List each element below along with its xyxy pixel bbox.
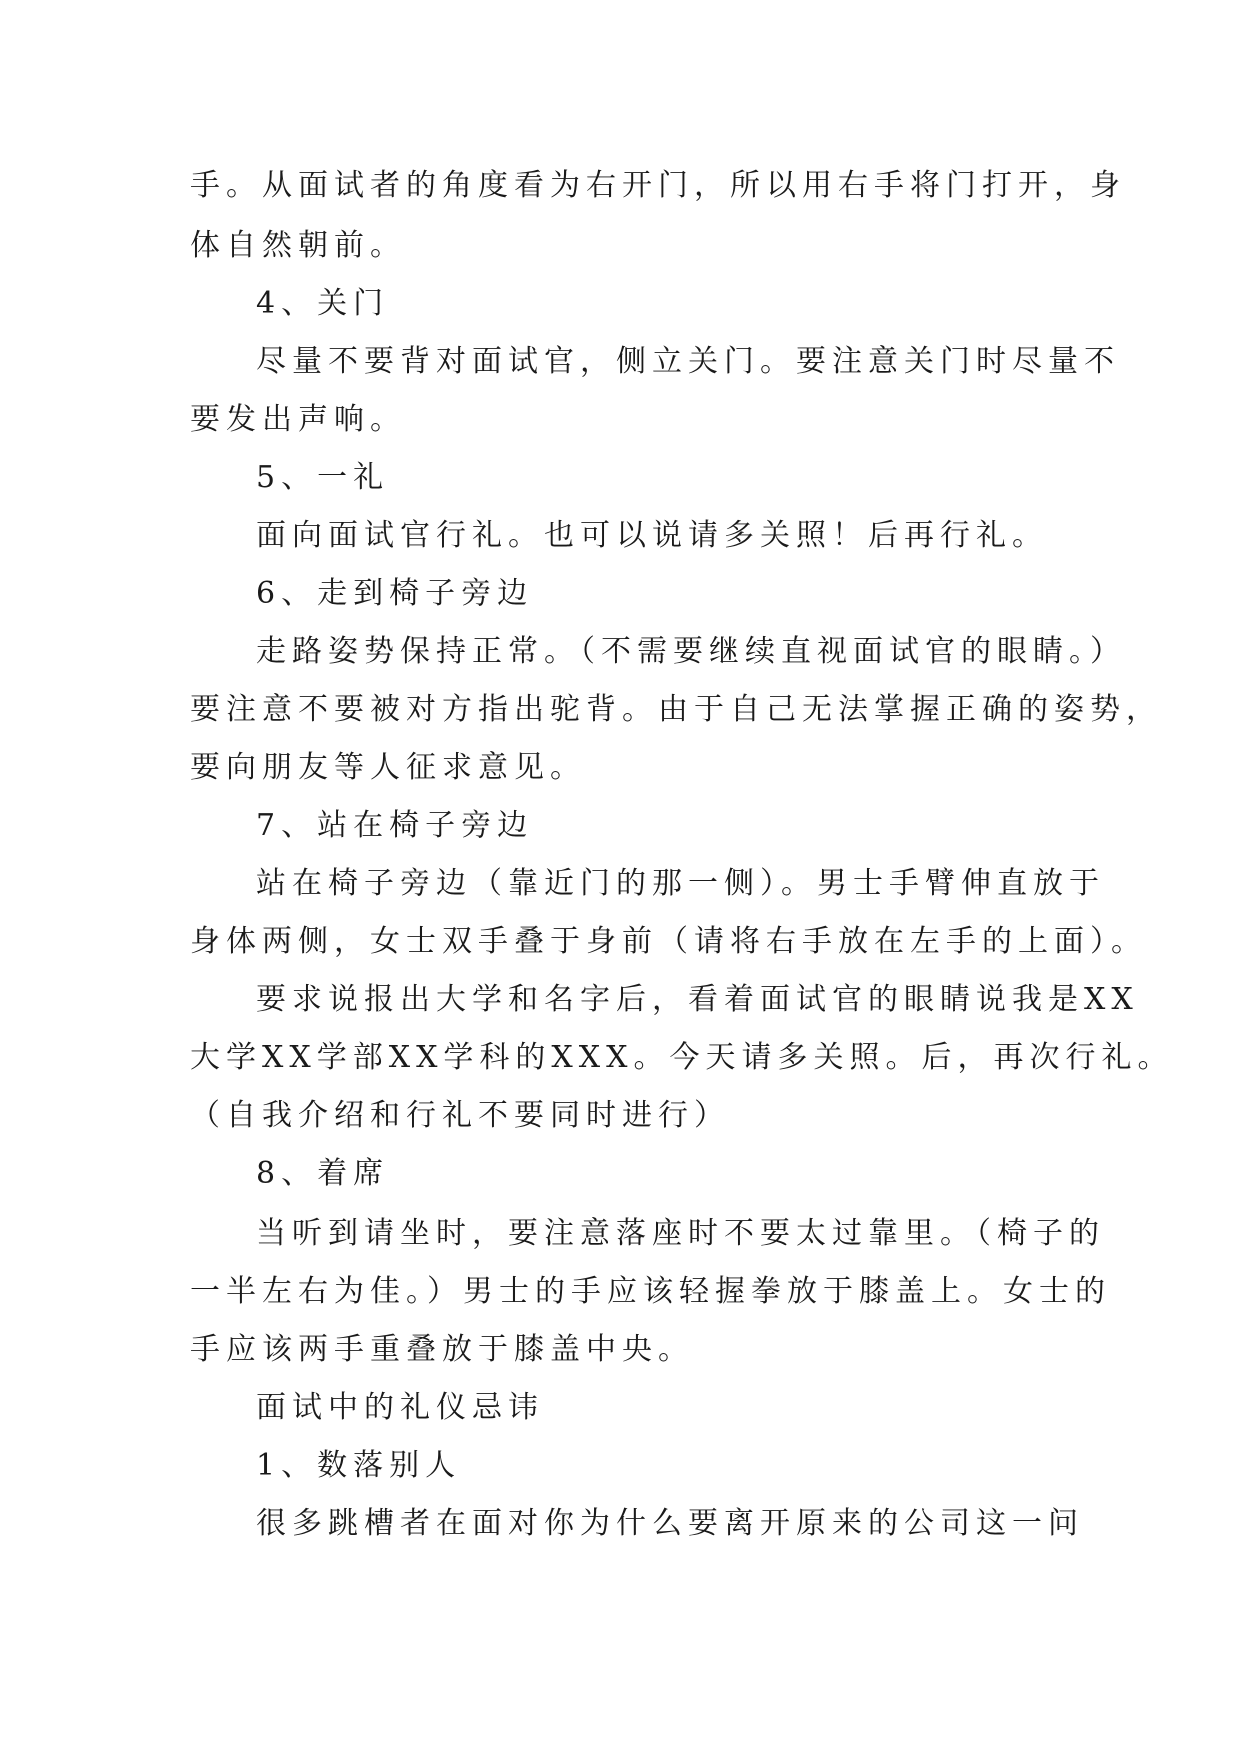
text-line: 很多跳槽者在面对你为什么要离开原来的公司这一问 (256, 1506, 1084, 1541)
text-line: 要求说报出大学和名字后，看着面试官的眼睛说我是XX (256, 982, 1139, 1017)
text-line: （自我介绍和行礼不要同时进行） (190, 1098, 730, 1133)
text-line: 手。从面试者的角度看为右开门，所以用右手将门打开，身 (190, 168, 1126, 203)
text-line: 站在椅子旁边（靠近门的那一侧）。男士手臂伸直放于 (256, 866, 1105, 901)
text-line: 尽量不要背对面试官，侧立关门。要注意关门时尽量不 (256, 344, 1120, 379)
text-line: 大学XX学部XX学科的XXX。今天请多关照。后，再次行礼。 (190, 1040, 1174, 1075)
text-line: 当听到请坐时，要注意落座时不要太过靠里。（椅子的 (256, 1216, 1105, 1251)
text-line: 一半左右为佳。）男士的手应该轻握拳放于膝盖上。女士的 (190, 1274, 1111, 1309)
section-heading: 5、一礼 (256, 460, 390, 495)
text-line: 体自然朝前。 (190, 228, 406, 263)
text-line: 要向朋友等人征求意见。 (190, 750, 586, 785)
text-line: 身体两侧，女士双手叠于身前（请将右手放在左手的上面）。 (190, 924, 1147, 959)
text-line: 面向面试官行礼。也可以说请多关照！后再行礼。 (256, 518, 1048, 553)
section-heading: 4、关门 (256, 286, 390, 321)
text-line: 要发出声响。 (190, 402, 406, 437)
text-line: 手应该两手重叠放于膝盖中央。 (190, 1332, 694, 1367)
section-heading: 8、着席 (256, 1156, 390, 1191)
section-heading: 6、走到椅子旁边 (256, 576, 534, 611)
section-heading: 面试中的礼仪忌讳 (256, 1390, 544, 1425)
section-heading: 7、站在椅子旁边 (256, 808, 534, 843)
section-heading: 1、数落别人 (256, 1448, 462, 1483)
text-line: 要注意不要被对方指出驼背。由于自己无法掌握正确的姿势， (190, 692, 1162, 727)
text-line: 走路姿势保持正常。（不需要继续直视面试官的眼睛。） (256, 634, 1126, 669)
